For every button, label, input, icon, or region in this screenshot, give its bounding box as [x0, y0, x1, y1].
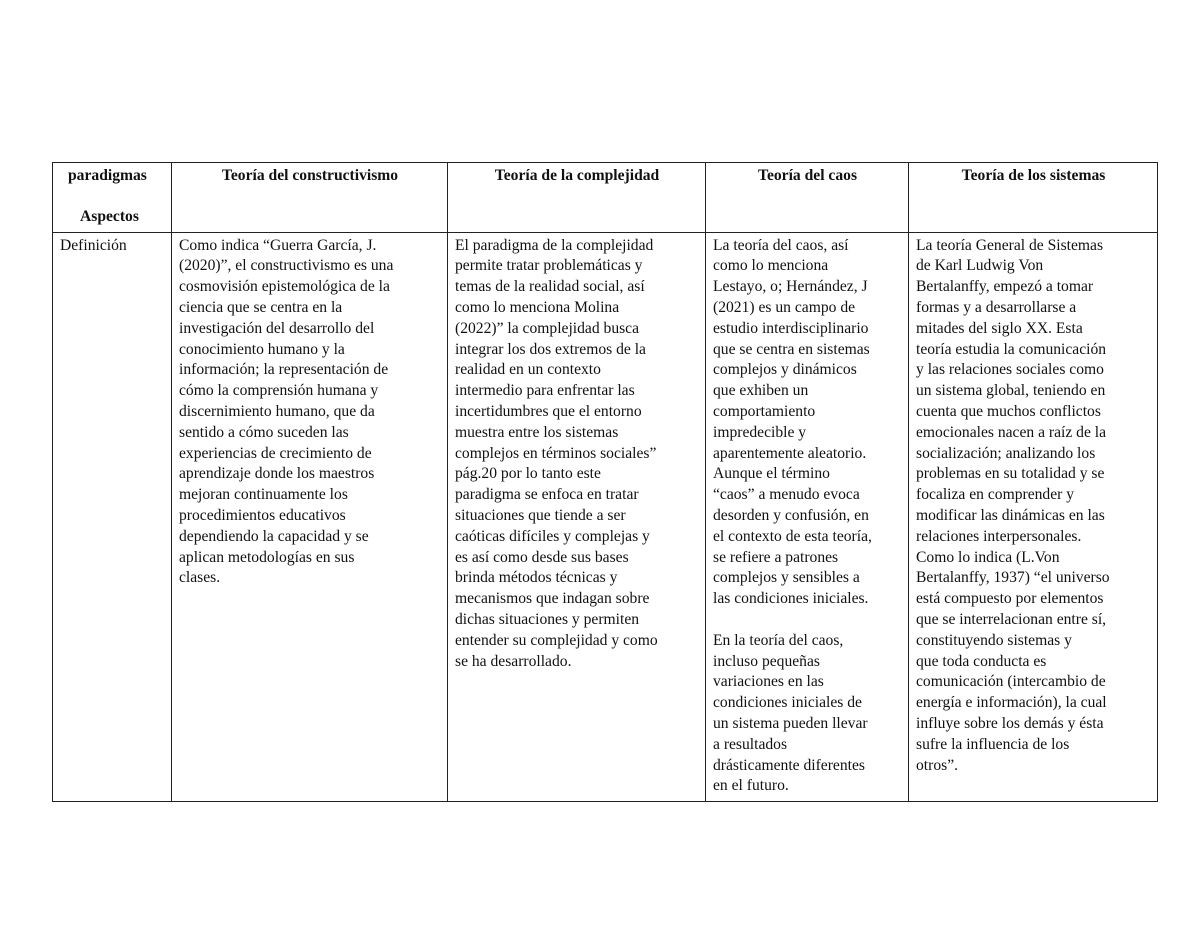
- cell-sistemas-definition: La teoría General de Sistemas de Karl Ludwig Von Bertalanffy, empezó a tomar formas y a desarrollarse a mitades del siglo XX. Esta teoría estudia la comunicación y las relaciones sociales como un sistema global, teniendo en cuenta que muchos conflictos emocionales nacen a raíz de la socialización; analizando los problemas en su totalidad y se focaliza en comprender y modificar las dinámicas en las relaciones interpersonales. Como lo indica (L.Von Bertalanffy, 1937) “el universo está compuesto por elementos que se interrelacionan entre sí, constituyendo sistemas y que toda conducta es comunicación (intercambio de energía e información), la cual influye sobre los demás y ésta sufre la influencia de los otros”.: [909, 232, 1158, 802]
- header-constructivismo: Teoría del constructivismo: [172, 163, 448, 233]
- cell-complejidad-definition: El paradigma de la complejidad permite tratar problemáticas y temas de la realidad social, así como lo menciona Molina (2022)” la complejidad busca integrar los dos extremos de la realidad en un contexto intermedio para enfrentar las incertidumbres que el entorno muestra entre los sistemas complejos en términos sociales” pág.20 por lo tanto este paradigma se enfoca en tratar situaciones que tiende a ser caóticas difíciles y complejas y es así como desde sus bases brinda métodos técnicas y mecanismos que indagan sobre dichas situaciones y permiten entender su complejidad y como se ha desarrollado.: [448, 232, 706, 802]
- corner-label-aspectos: Aspectos: [80, 207, 139, 225]
- paradigms-comparison-table: [52, 162, 1158, 802]
- cell-constructivismo-definition: Como indica “Guerra García, J. (2020)”, el constructivismo es una cosmovisión epistemológica de la ciencia que se centra en la investigación del desarrollo del conocimiento humano y la información; la representación de cómo la comprensión humana y discernimiento humano, que da sentido a cómo suceden las experiencias de crecimiento de aprendizaje donde los maestros mejoran continuamente los procedimientos educativos dependiendo la capacidad y se aplican metodologías en sus clases.: [172, 232, 448, 802]
- definition-row: [53, 232, 1158, 802]
- cell-caos-definition: La teoría del caos, así como lo menciona Lestayo, o; Hernández, J (2021) es un campo de estudio interdisciplinario que se centra en sistemas complejos y dinámicos que exhiben un comportamiento impredecible y aparentemente aleatorio. Aunque el término “caos” a menudo evoca desorden y confusión, en el contexto de esta teoría, se refiere a patrones complejos y sensibles a las condiciones iniciales. En la teoría del caos, incluso pequeñas variaciones en las condiciones iniciales de un sistema pueden llevar a resultados drásticamente diferentes en el futuro.: [706, 232, 909, 802]
- header-row: [53, 163, 1158, 233]
- header-sistemas: Teoría de los sistemas: [909, 163, 1158, 233]
- row-label-definicion: Definición: [53, 232, 172, 802]
- header-caos: Teoría del caos: [706, 163, 909, 233]
- header-complejidad: Teoría de la complejidad: [448, 163, 706, 233]
- corner-header-cell: [53, 163, 172, 233]
- corner-label-paradigmas: paradigmas: [68, 167, 147, 184]
